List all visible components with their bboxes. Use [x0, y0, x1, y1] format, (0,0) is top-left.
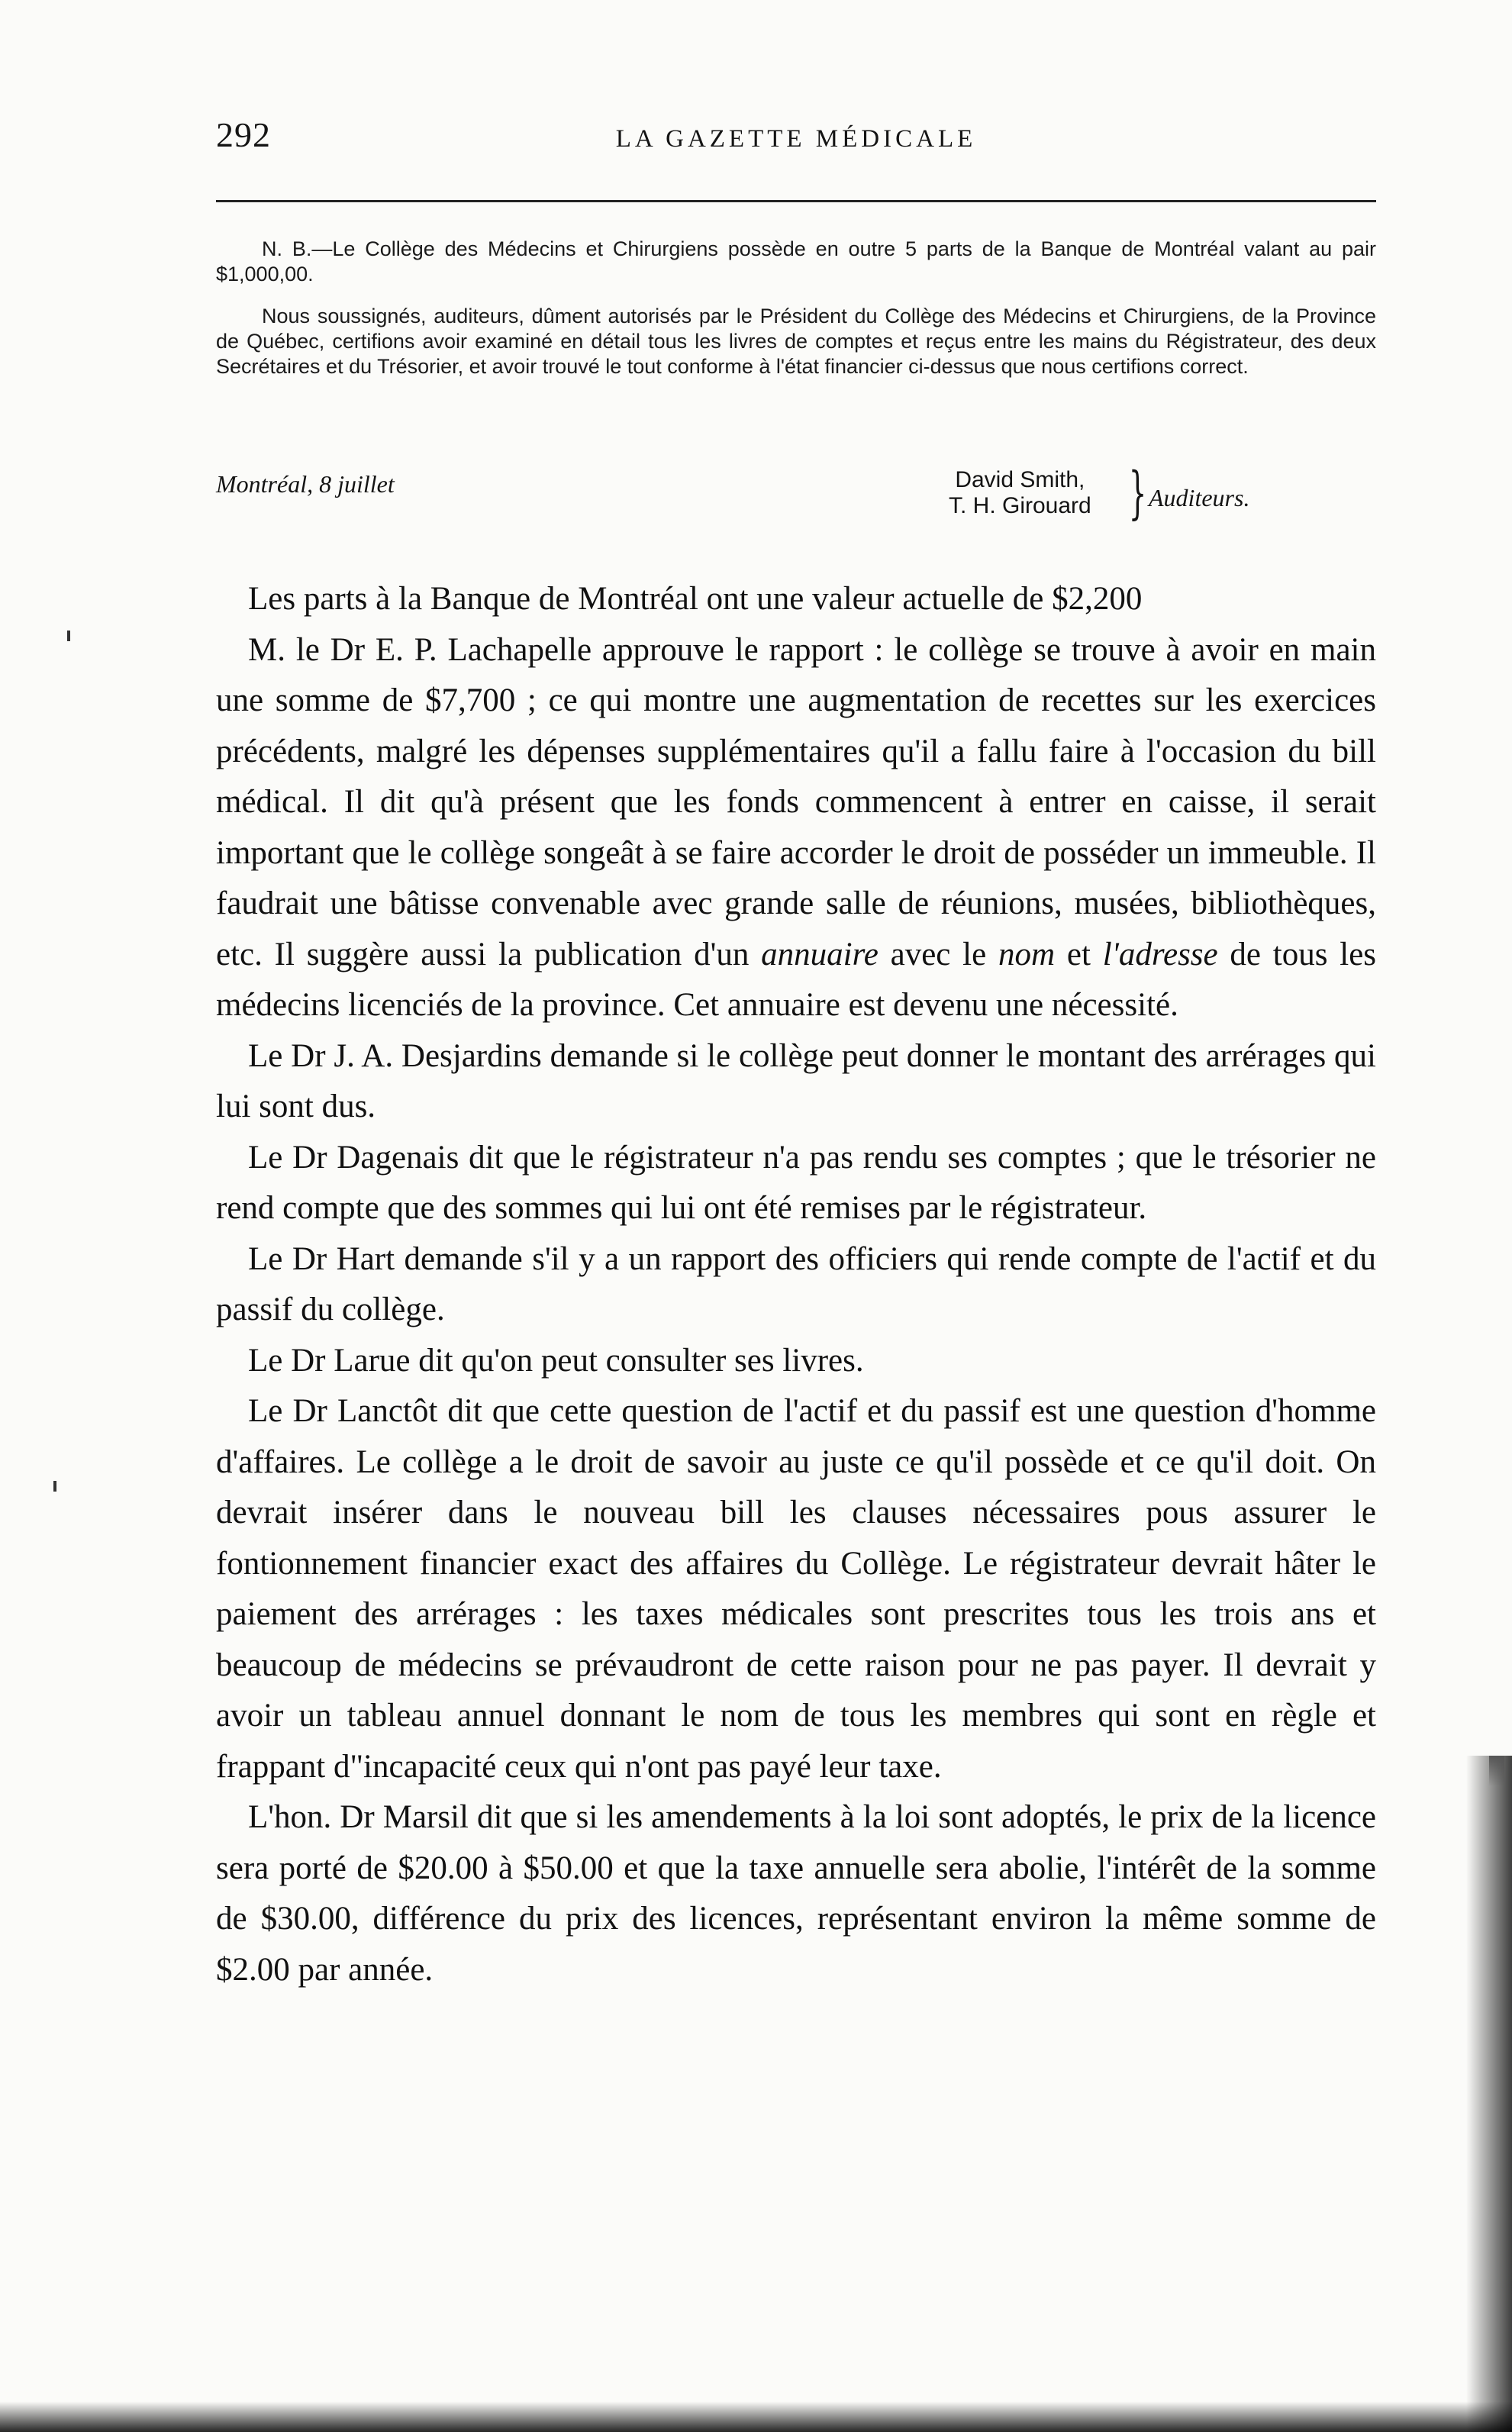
margin-mark	[53, 1481, 56, 1492]
auditor-name: David Smith,	[955, 467, 1085, 492]
binding-shadow	[1466, 1756, 1512, 2432]
paragraph: Le Dr Lanctôt dit que cette question de l'actif et du passif est une question d'homme d'affaires. Le collège a le droit de savoir au juste ce qu'il possède et ce qu'il doit. On devrait insérer dans le nouveau bill les clauses nécessaires pous assurer le fontionnement financier exact des affaires du Collège. Le régistrateur devrait hâter le paiement des arrérages : les taxes médicales sont prescrites tous les trois ans et beaucoup de médecins se prévaudront de cette raison pour ne pas payer. Il devrait y avoir un tableau annuel donnant le nom de tous les membres qui sont en règle et frappant d"incapacité ceux qui n'ont pas payé leur taxe.	[216, 1393, 1376, 1785]
paragraph: Les parts à la Banque de Montréal ont une valeur actuelle de $2,200	[248, 581, 1143, 617]
paragraph: L'hon. Dr Marsil dit que si les amendements à la loi sont adoptés, le prix de la licence sera porté de $20.00 à $50.00 et que la taxe annuelle sera abolie, l'intérêt de la somme de $30.00, différence du prix des licences, représentant environ la même somme de $2.00 par année.	[216, 1799, 1376, 1988]
running-title: LA GAZETTE MÉDICALE	[615, 125, 977, 153]
brace-glyph: }	[1128, 460, 1147, 526]
bottom-edge-shadow	[0, 2401, 1512, 2432]
auditor-names	[949, 467, 1091, 519]
header-rule	[216, 200, 1376, 202]
emphasis: annuaire	[761, 936, 879, 972]
edge-mark	[1489, 1756, 1504, 1786]
margin-mark	[67, 631, 70, 641]
paragraph: Le Dr Larue dit qu'on peut consulter ses livres.	[248, 1342, 864, 1379]
running-header	[216, 115, 1376, 160]
page-number: 292	[216, 115, 271, 154]
place-date: Montréal, 8 juillet	[216, 470, 395, 498]
paragraph: Le Dr Dagenais dit que le régistrateur n'a pas rendu ses comptes ; que le trésorier ne rend compte que des sommes qui lui ont été remises par le régistrateur.	[216, 1139, 1376, 1226]
emphasis: nom	[998, 936, 1056, 972]
paragraph: Le Dr J. A. Desjardins demande si le collège peut donner le montant des arrérages qui lui sont dus.	[216, 1037, 1376, 1124]
attestation-paragraph: Nous soussignés, auditeurs, dûment autorisés par le Président du Collège des Médecins et Chirurgiens, de la Province de Québec, certifions avoir examiné en détail tous les livres de comptes et reçus entre les mains du Régistrateur, des deux Secrétaires et du Trésorier, et avoir trouvé le tout conforme à l'état financier ci-dessus que nous certifions correct.	[216, 305, 1376, 378]
nb-note: N. B.—Le Collège des Médecins et Chirurgiens possède en outre 5 parts de la Banque de Montréal valant au pair $1,000,00.	[216, 237, 1376, 285]
auditor-role: Auditeurs.	[1149, 484, 1250, 511]
minutes-body	[216, 574, 1376, 1995]
signature-block	[216, 460, 1376, 551]
auditor-notes	[216, 237, 1376, 396]
paragraph: Le Dr Hart demande s'il y a un rapport des officiers qui rende compte de l'actif et du passif du collège.	[216, 1240, 1376, 1327]
auditor-name: T. H. Girouard	[949, 493, 1091, 518]
emphasis: l'adresse	[1102, 936, 1218, 972]
paragraph: M. le Dr E. P. Lachapelle approuve le rapport : le collège se trouve à avoir en main une somme de $7,700 ; ce qui montre une augmentation de recettes sur les exercices précédents, malgré les dépenses supplémentaires qu'il a fallu faire à l'occasion du bill médical. Il dit qu'à présent que les fonds commencent à entrer en caisse, il serait important que le collège songeât à se faire accorder le droit de posséder un immeuble. Il faudrait une bâtisse convenable avec grande salle de réunions, musées, bibliothèques, etc. Il suggère aussi la publication d'un annuaire avec le nom et l'adresse de tous les médecins licenciés de la province. Cet annuaire est devenu une nécessité.	[216, 631, 1377, 1023]
